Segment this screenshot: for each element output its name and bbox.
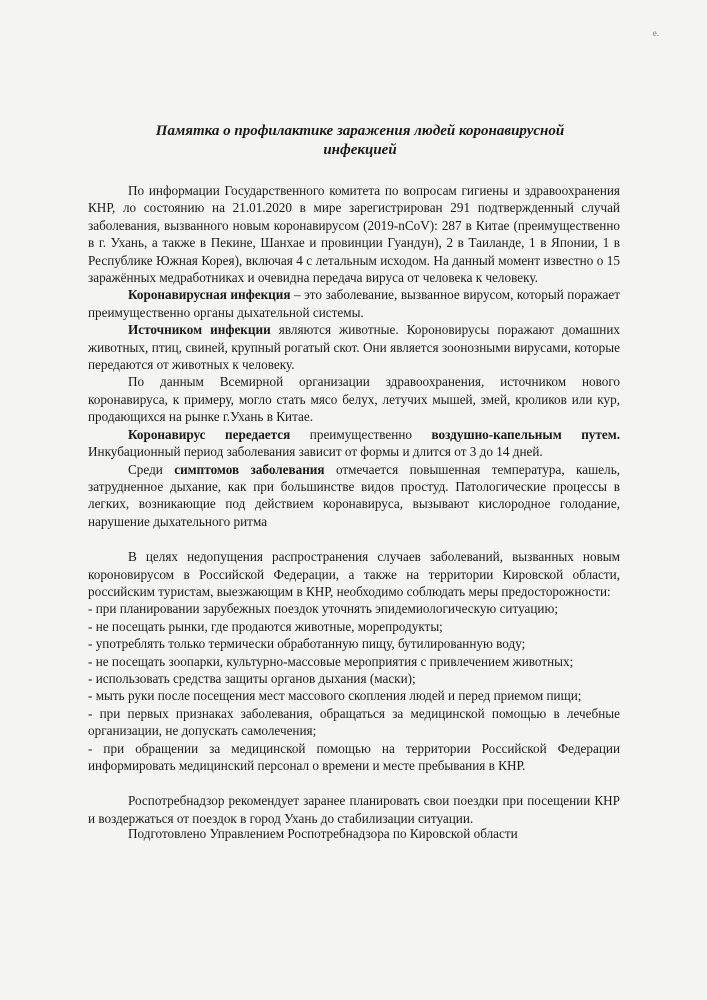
term-coronavirus-infection: Коронавирусная инфекция bbox=[128, 287, 291, 303]
list-item: - при планировании зарубежных поездок уточнять эпидемиологическую ситуацию; bbox=[88, 601, 558, 617]
paragraph-source bbox=[88, 321, 620, 373]
term-symptoms: симптомов заболевания bbox=[174, 461, 325, 477]
list-item: - не посещать рынки, где продаются животные, морепродукты; bbox=[88, 618, 443, 634]
corner-mark: e. bbox=[652, 28, 659, 38]
document-body bbox=[88, 182, 620, 827]
symptoms-pre: Среди bbox=[128, 461, 175, 477]
term-infection-source: Источником инфекции bbox=[128, 322, 271, 338]
paragraph-recommendation: Роспотребнадзор рекомендует заранее планировать свои поездки при посещении КНР и воздержаться от поездок в город Ухань до стабилизации ситуации. bbox=[88, 793, 620, 826]
list-item: - употреблять только термически обработанную пищу, бутилированную воду; bbox=[88, 636, 526, 652]
list-item: - мыть руки после посещения мест массового скопления людей и перед приемом пищи; bbox=[88, 688, 582, 704]
list-item: - при обращении за медицинской помощью на территории Российской Федерации информировать медицинский персонал о времени и месте пребывания в КНР. bbox=[88, 740, 620, 773]
term-airborne: воздушно-капельным путем. bbox=[431, 426, 621, 442]
transmission-mid: преимущественно bbox=[290, 426, 432, 442]
list-item: - использовать средства защиты органов дыхания (маски); bbox=[88, 670, 416, 686]
paragraph-symptoms bbox=[88, 461, 620, 531]
paragraph-statistics: По информации Государственного комитета по вопросам гигиены и здравоохранения КНР, ло состоянию на 21.01.2020 в мире зарегистрирован 291 подтвержденный случай заболевания, вызванного новым коронавирусом (2019-nCoV): 287 в Китае (преимущественно в г. Ухань, а также в Пекине, Шанхае и провинции Гуандун), 2 в Таиланде, 1 в Японии, 1 в Республике Южная Корея), включая 4 с летальным исходом. На данный момент известно о 15 заражённых медработниках и очевидна передача вируса от человека к человеку. bbox=[88, 183, 620, 286]
incubation-text: Инкубационный период заболевания зависит от формы и длится от 3 до 14 дней. bbox=[88, 444, 543, 460]
list-item: - при первых признаках заболевания, обращаться за медицинской помощью в лечебные организации, не допускать самолечения; bbox=[88, 705, 620, 739]
definition-text: – это заболевание, вызванное вирусом, который поражает преимущественно органы дыхательной системы. bbox=[88, 287, 620, 320]
precautions-list bbox=[88, 600, 620, 774]
paragraph-definition bbox=[88, 286, 620, 321]
paragraph-who: По данным Всемирной организации здравоохранения, источником нового коронавируса, к примеру, могло стать мясо белух, летучих мышей, змей, кроликов или кур, продающихся на рынке г.Ухань в Китае. bbox=[88, 374, 620, 425]
list-item: - не посещать зоопарки, культурно-массовые мероприятия с привлечением животных; bbox=[88, 653, 574, 669]
title-line-1: Памятка о профилактике заражения людей коронавирусной bbox=[155, 123, 565, 139]
source-text: являются животные. Короновирусы поражают домашних животных, птиц, свиней, крупный рогатый скот. Они является зоонозными вирусами, которые передаются от животных к человеку. bbox=[88, 322, 621, 373]
term-transmission: Коронавирус передается bbox=[128, 426, 291, 442]
document-title bbox=[120, 122, 600, 160]
title-line-2: инфекцией bbox=[323, 142, 397, 158]
signature-line: Подготовлено Управлением Роспотребнадзора по Кировской области bbox=[128, 826, 518, 841]
paragraph-precautions-intro: В целях недопущения распространения случаев заболеваний, вызванных новым короновирусом в Российской Федерации, а также на территории Кировской области, российским туристам, выезжающим в КНР, необходимо соблюдать меры предосторожности: bbox=[88, 549, 620, 599]
paragraph-transmission bbox=[88, 426, 620, 461]
symptoms-text: отмечается повышенная температура, кашель, затрудненное дыхание, как при большинстве видов простуд. Патологические процессы в легких, возникающие под действием коронавируса, вызывают кислородное голодание, нарушение дыхательного ритма bbox=[88, 461, 620, 529]
